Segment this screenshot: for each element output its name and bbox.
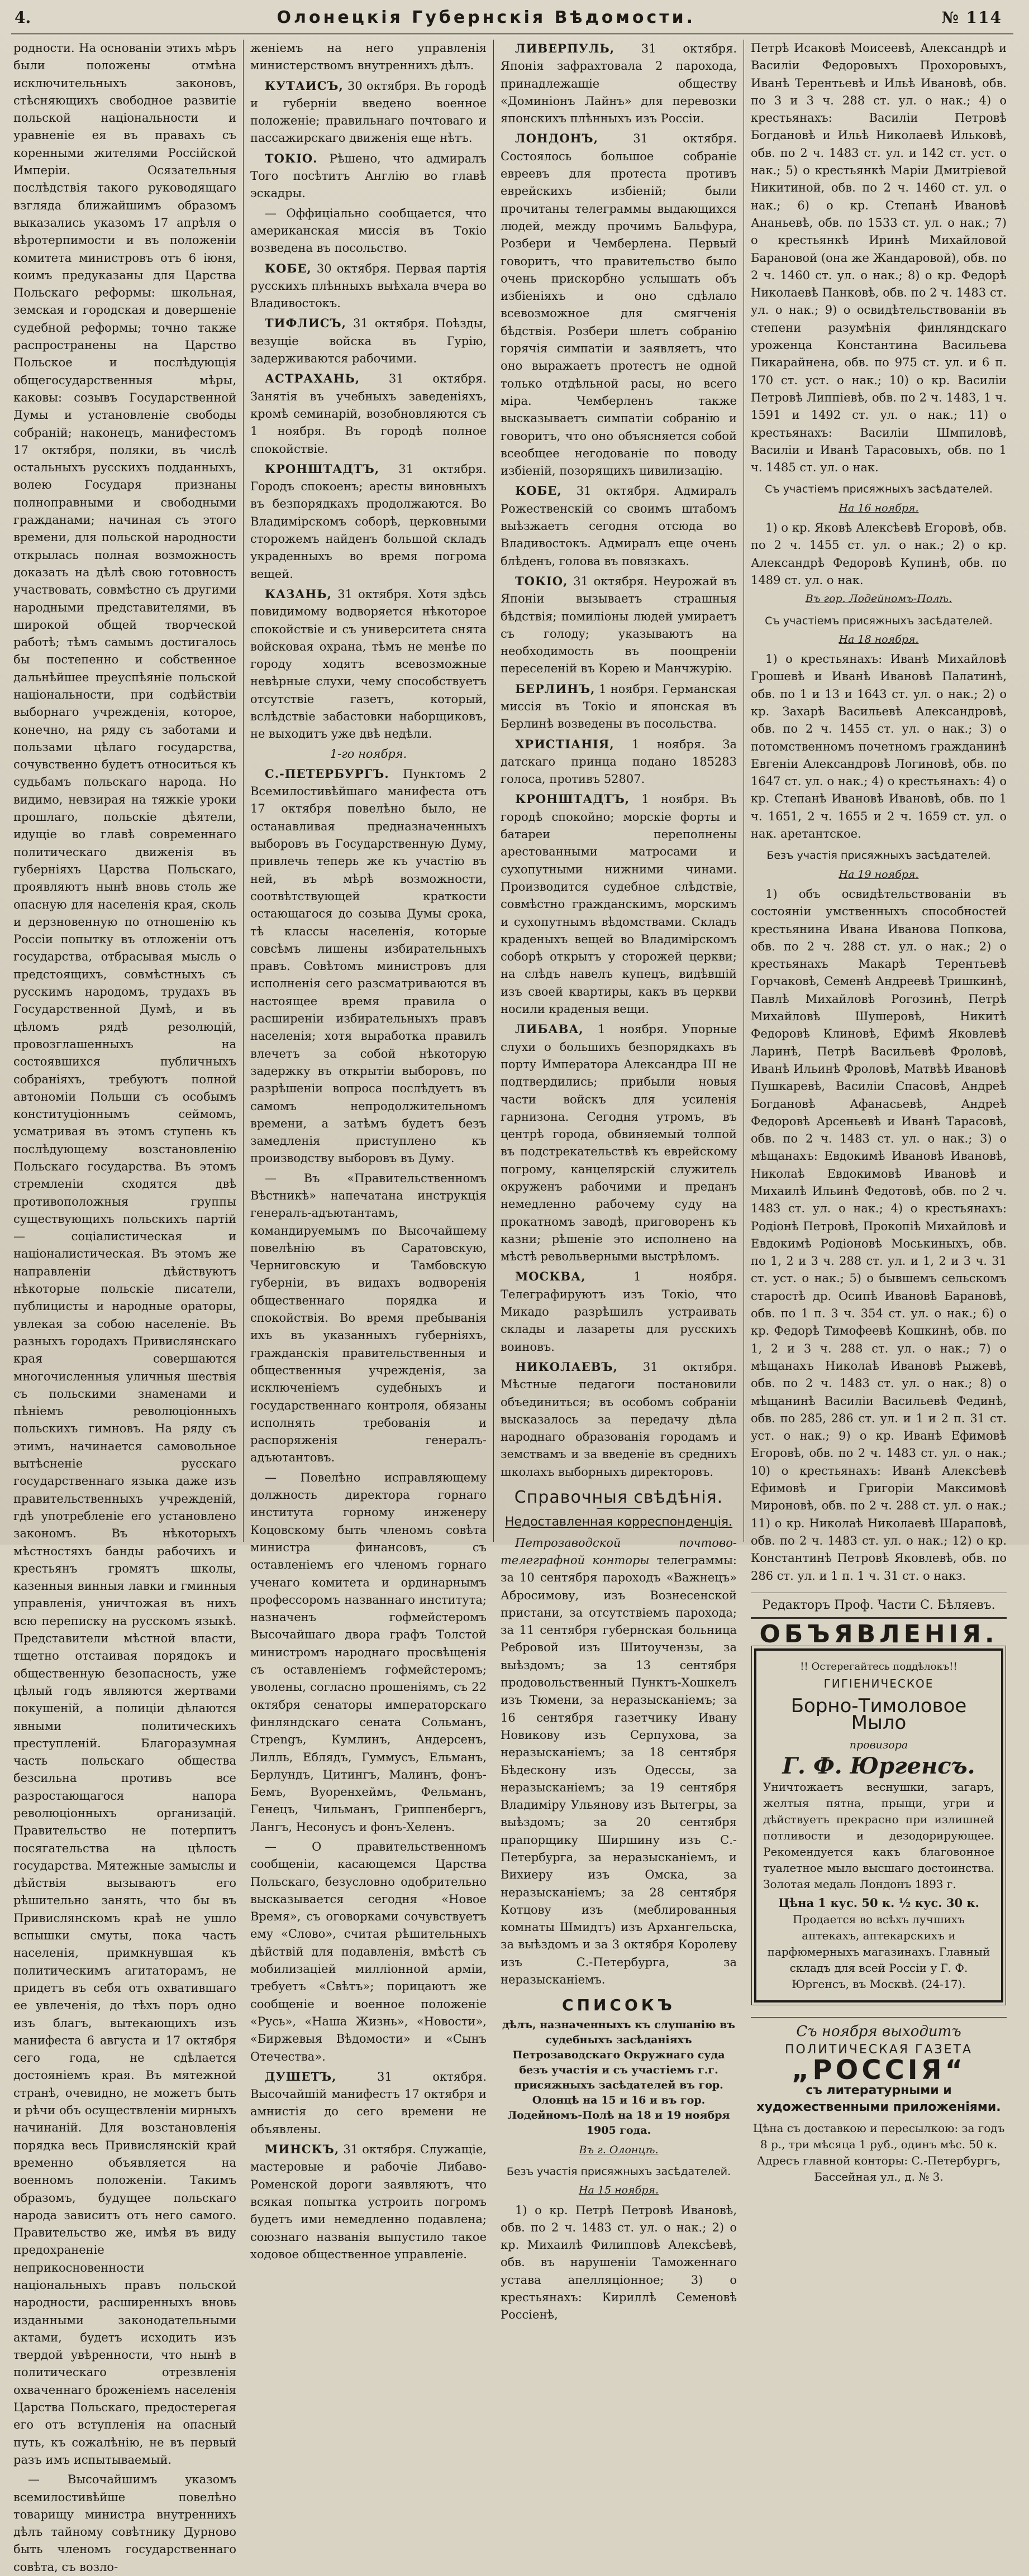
ad2-kicker: ПОЛИТИЧЕСКАЯ ГАЗЕТА [784,2042,973,2057]
telegram-city: ХРИСТІАНІЯ, [515,737,614,751]
telegram-text: 1 ноября. Телеграфируютъ изъ Токіо, что Микадо разрѣшилъ устраивать склады и лазареты для русскихъ воиновъ. [501,1270,737,1354]
article-paragraph: женіемъ на него управленія министерствомъ внутреннихъ дѣлъ. [250,41,487,73]
telegram-city: МИНСКЪ, [265,2142,340,2157]
case-list: 1) о кр. Яковѣ Алексѣевѣ Егоровѣ, обв. по 2 ч. 1455 ст. ул. о нак.; 2) о кр. Александрѣ Федоровѣ Купинѣ, обв. по 1489 ст. ул. о нак. [751,521,1007,587]
ad-provisor: провизора [849,1739,908,1752]
telegram-text: 31 октября. Японія зафрахтовала 2 парохода, принадлежащіе обществу «Доминіонъ Лайнъ» для перевозки японскихъ плѣнныхъ изъ Россіи. [501,42,737,126]
session-heading: Съ участіемъ присяжныхъ засѣдателей. [765,614,993,627]
telegram-item [501,130,737,480]
list-title: СПИСОКЪ [562,1996,675,2015]
ad-sale-info: Продается во всѣхъ лучшихъ аптекахъ, аптекарскихъ и парфюмерныхъ магазинахъ. Главный складъ для всей Россіи у Г. Ф. Юргенсъ, въ Москвѣ. (24-17). [767,1913,990,1991]
ad2-details: Цѣна съ доставкою и пересылкою: за годъ 8 р., три мѣсяца 1 руб., одинъ мѣс. 50 к. Адресъ главной конторы: С.-Петербургъ, Бассейная ул., д. № 3. [752,2121,1005,2184]
telegram-item [250,150,487,203]
telegram-item [501,680,737,733]
issue-number: № 114 [941,8,1002,27]
telegram-item [250,260,487,313]
telegram-item [501,1020,737,1265]
telegram-city: МОСКВА, [515,1269,586,1284]
telegram-text: 30 октября. Въ городѣ и губерніи введено военное положеніе; правильнаго почтоваго и пассажирскаго движенія еще нѣтъ. [250,79,487,145]
telegram-item [501,40,737,127]
telegram-city: ТОКІО, [515,573,568,588]
date-heading: На 18 ноября. [839,633,919,646]
announcements-heading: ОБЪЯВЛЕНІЯ. [759,1620,998,1649]
telegram-city: КОБЕ, [265,261,312,275]
page-number: 4. [15,8,31,27]
column-2 [244,40,494,2261]
date-heading: На 15 ноября. [578,2184,659,2197]
telegram-text: 31 октября. Занятія въ учебныхъ заведеніяхъ, кромѣ семинарій, возобновляются съ 1 ноября. Въ городѣ полное спокойствіе. [250,372,487,456]
columns [11,40,1013,2574]
date-heading: На 16 ноября. [839,501,919,514]
telegram-text: 31 октября. Высочайшій манифестъ 17 октября и амнистія до сего времени не объявлены. [250,2070,487,2136]
telegram-city: ТОКІО. [265,151,318,165]
article-paragraph: — Оффиціально сообщается, что американская миссія въ Токіо возведена въ посольство. [250,206,487,255]
ad-product-name: Борно-Тимоловое Мыло [790,1695,967,1734]
editor-line: Редакторъ Проф. Части С. Бѣляевъ. [751,1593,1007,1619]
telegram-city: ЛИБАВА, [515,1022,584,1036]
place-heading: Въ гор. Лодейномъ-Полѣ. [805,592,952,605]
date-heading: На 19 ноября. [839,868,919,881]
telegram-text: 31 октября. Поѣзды, везущіе войска въ Гурію, задерживаются рабочими. [250,317,487,366]
telegram-city: КРОНШТАДТЪ, [515,792,630,806]
divider [597,1508,641,1509]
soap-advertisement [754,1648,1003,2003]
telegram-text: 31 октября. Состоялось большое собраніе евреевъ для протеста противъ еврейскихъ избіеній; были прочитаны телеграммы выдающихся людей, между прочимъ Бальфура, Розбери и Чемберлена. Первый говоритъ, что правительство было очень прискорбно услышать объ избіеніяхъ и оно сдѣлало всевозможное для смягченія бѣдствія. Розбери шлетъ собранію горячія симпатіи и заявляетъ, что оно выражаетъ протестъ не одной только отдѣльной расы, но всего міра. Чемберленъ также высказываетъ симпатіи собранію и говоритъ, что оно объясняется собой всеобщее негодованіе по поводу избіеній, позорящихъ цивилизацію. [501,132,737,478]
telegram-text: 30 октября. Первая партія русскихъ плѣнныхъ выѣхала вчера во Владивостокъ. [250,261,487,310]
notice-text: телеграммы: за 10 сентября пароходъ «Важнецъ» Абросимову, изъ Вознесенской пристани, за отсутствіемъ парохода; за 11 сентября губернская больница Ребровой изъ Шитоучензы, за выѣздомъ; за 13 сентября продовольственный Пунктъ-Хошкелъ изъ Тюмени, за неразысканіемъ; за 16 сентября газетчику Ивану Новикову изъ Серпухова, за неразысканіемъ; за 18 сентября Бѣдескону изъ Одессы, за неразысканіемъ; за 19 сентября Владиміру Ульянову изъ Вытегры, за выѣздомъ; за 20 сентября прапорщику Ширшину изъ С.-Петербурга, за неразысканіемъ, и Вихиеру изъ Омска, за неразысканіемъ; за 28 сентября Котцову изъ (меблированныя комнаты Шмидтъ) изъ Архангельска, за выѣздомъ и за 3 октября Королеву изъ С.-Петербурга, за неразысканіемъ. [501,1553,737,1987]
telegram-city: ЛОНДОНЪ, [515,131,598,146]
case-list: Петрѣ Исаковѣ Моисеевѣ, Александрѣ и Василіи Федоровыхъ Прохоровыхъ, Иванѣ Терентьевѣ и Ильѣ Ивановѣ, обв. по 3 и 3 ч. 288 ст. ул. о нак.; 4) о крестьянахъ: Василіи Петровѣ Богдановѣ и Ильѣ Николаевѣ Ильковѣ, обв. по 2 ч. 1483 ст. ул. и 142 ст. уст. о нак.; 5) о крестьянкѣ Маріи Дмитріевой Никитиной, обв. по 2 ч. 1460 ст. ул. о нак.; 6) о кр. Степанѣ Ивановѣ Ананьевѣ, обв. по 1533 ст. ул. о нак.; 7) о крестьянкѣ Иринѣ Михайловой Барановой (она же Жандаровой), обв. по 2 ч. 1460 ст. ул. о нак.; 8) о кр. Федорѣ Николаевѣ Панковѣ, обв. по 2 ч. 1483 ст. ул. о нак.; 9) о освидѣтельствованіи въ степени разумѣнія финляндскаго уроженца Константина Васильева Пикарайнена, обв. по 975 ст. ул. и 6 п. 170 ст. уст. о нак.; 10) о кр. Василіи Петровѣ Липпіевѣ, обв. по 2 ч. 1483, 1 ч. 1591 и 1492 ст. ул. о нак.; 11) о крестьянахъ: Василіи Шмпиловѣ, Василіи и Иванѣ Тарасовыхъ, обв. по 1 ч. 1485 ст. ул. о нак. [751,41,1007,475]
article-paragraph: — Высочайшимъ указомъ всемилостивѣйше повелѣно товарищу министра внутреннихъ дѣлъ тайному совѣтнику Дурново быть членомъ государственнаго совѣта, съ возло- [13,2473,236,2574]
telegram-item [501,1268,737,1355]
telegram-city: КАЗАНЬ, [265,586,332,601]
ad-warning: !! Остерегайтесь поддѣлокъ!! [800,1661,957,1673]
telegram-city: ДУШЕТЪ, [265,2069,337,2083]
telegram-text: 1 ноября. За датскаго принца подано 185283 голоса, противъ 52807. [501,737,737,786]
session-heading: Съ участіемъ присяжныхъ засѣдателей. [765,483,993,496]
telegram-item [250,460,487,583]
case-list: 1) о кр. Петрѣ Петровѣ Ивановѣ, обв. по 2 ч. 1483 ст. ул. о нак.; 2) о кр. Михаилѣ Филипповѣ Алексѣевѣ, обв. въ нарушеніи Таможеннаго устава апелляціонное; 3) о крестьянахъ: Кириллѣ Семеновѣ Россіенѣ, [501,2203,737,2322]
office-name: Петрозаводской почтово-телеграфной конторы [501,1536,737,1567]
telegram-text: Рѣшено, что адмиралъ Того посѣтитъ Англію во главѣ эскадры. [250,151,487,200]
case-list: 1) о крестьянахъ: Иванѣ Михайловѣ Грошевѣ и Иванѣ Ивановѣ Палатинѣ, обв. по 1 и 13 и 1643 ст. ул. о нак.; 2) о кр. Захарѣ Васильевѣ Александровѣ, обв. по 2 ч. 1455 ст. ул. о нак.; 3) о потомственномъ почетномъ гражданинѣ Евгеніи Александровѣ Логиновѣ, обв. по 1647 ст. ул. о нак.; 4) о крестьянахъ: 4) о кр. Степанѣ Ивановѣ Ивановѣ, обв. по 1 ч. 1651, 2 ч. 1655 и 2 ч. 1659 ст. ул. о нак. аретантское. [751,652,1007,841]
column-1 [11,40,244,2574]
telegram-text: 1 ноября. Германская миссія въ Токіо и японская въ Берлинѣ возведены въ посольства. [501,682,737,731]
article-paragraph: — Въ «Правительственномъ Вѣстникѣ» напечатана инструкція генералъ-адъютантамъ, командируемымъ по Высочайшему повелѣнію въ Саратовскую, Черниговскую и Тамбовскую губерніи, въ видахъ водворенія общественнаго порядка и спокойствія. Во время пребыванія ихъ въ указанныхъ губерніяхъ, гражданскія правительственныя и общественныя учрежденія, за исключеніемъ судебныхъ и государственнаго контроля, обязаны исполнять требованія и распоряженія генералъ-адъютантовъ. [250,1171,487,1465]
telegram-item [250,77,487,147]
telegram-text: 31 октября. Хотя здѣсь повидимому водворяется нѣкоторое спокойствіе и съ университета снята войсковая охрана, тѣмъ не менѣе по городу ходятъ всевозможные невѣрные слухи, чему способствуетъ отсутствіе газетъ, который, вслѣдствіе забастовки наборщиковъ, не выходитъ уже двѣ недѣли. [250,587,487,741]
telegram-text: 31 октября. Неурожай въ Японіи вызываетъ страшныя бѣдствія; помиліоны людей умираетъ съ голоду; указываютъ на необходимость въ поощреніи переселеній въ Корею и Манчжурію. [501,574,737,676]
masthead [11,8,1013,35]
column-3 [494,40,744,2322]
telegram-item [501,735,737,788]
newspaper-title: Олонецкія Губернскія Вѣдомости. [277,8,696,27]
case-list: 1) объ освидѣтельствованіи въ состояніи умственныхъ способностей крестьянина Ивана Иванова Попкова, обв. по 2 ч. 288 ст. ул. о нак.; 2) о крестьянахъ Макарѣ Терентьевѣ Горчаковѣ, Семенѣ Андреевѣ Тришкинѣ, Павлѣ Михайловѣ Рогозинѣ, Петрѣ Михайловѣ Шушеровѣ, Никитѣ Федоровѣ Клиновѣ, Ефимѣ Яковлевѣ Ларинѣ, Петрѣ Васильевѣ Фроловѣ, Иванѣ Ильинѣ Фроловѣ, Матвѣѣ Ивановѣ Пушкаревѣ, Василіи Спасовѣ, Андреѣ Богдановѣ Афанасьевѣ, Андреѣ Федоровѣ Арсеньевѣ и Иванѣ Тарасовѣ, обв. по 2 ч. 1483 ст. ул. о нак.; 3) о мѣщанахъ: Евдокимѣ Ивановѣ Ивановѣ, Николаѣ Евдокимовѣ Ивановѣ и Михаилѣ Ильинѣ Федотовѣ, обв. по 2 ч. 1483 ст. ул. о нак.; 4) о крестьянахъ: Родіонѣ Петровѣ, Прокопіѣ Михайловѣ и Евдокимѣ Родіоновѣ Моськиныхъ, обв. по 1, 2 и 3 ч. 288 ст. ул. и 1, 2 и 3 ч. 31 ст. уст. о нак.; 5) о бывшемъ сельскомъ старостѣ др. Осипѣ Ивановѣ Барановѣ, обв. по 1 п. 3 ч. 354 ст. ул. о нак.; 6) о кр. Федорѣ Тимофеевѣ Кошкинѣ, обв. по 1, 2 и 3 ч. 288 ст. ул. о нак.; 7) о мѣщанахъ Николаѣ Ивановѣ Рыжевѣ, обв. по 2 ч. 1483 ст. ул. о нак.; 8) о мѣщанинѣ Василіи Васильевѣ Фединѣ, обв. по 285, 286 ст. ул. и 1 и 2 п. 31 ст. уст. о нак.; 9) о кр. Иванѣ Ефимовѣ Егоровѣ, обв. по 2 ч. 1483 ст. ул. о нак.; 10) о крестьянахъ: Иванѣ Алексѣевѣ Ефимовѣ и Григоріи Максимовѣ Мироновѣ, обв. по 2 ч. 288 ст. ул. о нак.; 11) о кр. Николаѣ Николаевѣ Шараповѣ, обв. по 2 ч. 1483 ст. ул. о нак.; 12) о кр. Константинѣ Петровѣ Яковлевѣ, обв. по 286 ст. ул. и 1 п. 1 ч. 31 ст. о накз. [751,887,1007,1583]
telegram-text: 31 октября. Адмиралъ Рожественскій со своимъ штабомъ выѣзжаетъ сегодня отсюда во Владивостокъ. Адмиралъ еще очень блѣденъ, голова въ повязкахъ. [501,484,737,568]
telegram-item [250,370,487,457]
telegram-item [250,765,487,1168]
ad2-title: „РОССІЯ“ [791,2054,966,2086]
place-heading: Въ г. Олонцѣ. [579,2143,659,2156]
telegram-item [501,572,737,678]
telegram-item [250,585,487,743]
telegram-text: Пунктомъ 2 Всемилостивѣйшаго манифеста отъ 17 октября повелѣно было, не останавливая предназначенныхъ выборовъ въ Государственную Думу, привлечь теперь же къ участію въ ней, въ мѣрѣ возможности, соотвѣтствующей краткости остающагося до созыва Думы срока, тѣ классы населенія, которые совсѣмъ лишены избирательныхъ правъ. Совѣтомъ министровъ для исполненія сего разсматриваются въ настоящее время правила о расширеніи избирательныхъ правъ населенія; хотя выработка правилъ влечетъ за собой нѣкоторую задержку въ открытіи выборовъ, по разрѣшеніи вопроса послѣдуетъ въ самомъ непродолжительномъ времени, а затѣмъ будетъ безъ замедленія приступлено къ производству выборовъ въ Думу. [250,767,487,1165]
ad-body: Уничтожаетъ веснушки, загаръ, желтыя пятна, прыщи, угри и дѣйствуетъ прекрасно при излишней потливости и дезодорирующее. Рекомендуется какъ благовонное туалетное мыло высшаго достоинства. Золотая медаль Лондонъ 1893 г. [763,1780,994,1891]
article-paragraph: родности. На основаніи этихъ мѣръ были положены отмѣна исключительныхъ законовъ, стѣсняющихъ свободное развитіе польской національности и уравненіе ея въ правахъ съ коренными жителями Россійской Имперіи. Осязательныя послѣдствія такого руководящаго взгляда ближайшимъ образомъ выказались указомъ 17 апрѣля о вѣротерпимости и въ положеніи комитета министровъ отъ 6 іюня, коимъ предуказаны для Царства Польскаго реформы: школьная, земская и городская и довершеніе судебной реформы; точно также распространены на Царство Польское и послѣдующія общегосударственныя мѣры, каковы: созывъ Государственной Думы и установленіе свободы собраній; наконецъ, манифестомъ 17 октября, поляки, въ числѣ остальныхъ русскихъ подданныхъ, волею Государя признаны полноправными и свободными гражданами; начиная съ этого времени, для польской народности открылась полная возможность доказать на дѣлѣ свою готовность участвовать, совмѣстно съ другими народными представителями, въ широкой общей творческой работѣ; тѣмъ самымъ достигалось бы постепенно и собственное дальнѣйшее преуспѣяніе польской національности, при содѣйствіи выборнаго учрежденія, которое, конечно, на ряду съ заботами и пользами цѣлаго государства, сочувственно будетъ относиться къ судьбамъ польскаго народа. Но видимо, невзирая на тяжкіе уроки прошлаго, польскіе дѣятели, идущіе во главѣ современнаго политическаго движенія въ губерніяхъ Царства Польскаго, проявляютъ нынѣ вновь столь же опасную для населенія края, сколь и дерзновенную по отношенію къ Россіи попытку въ отложеніи отъ государства, отбрасывая мысль о предстоящихъ, совмѣстныхъ съ русскимъ народомъ, трудахъ въ Государственной Думѣ, и въ цѣломъ рядѣ резолюцій, провозглашенныхъ на состоявшихся публичныхъ собраніяхъ, требуютъ полной автономіи Польши съ особымъ конституціоннымъ сеймомъ, усматривая въ этомъ ступень къ послѣдующему возстановленію Польскаго государства. Въ этомъ стремленіи сходятся двѣ противоположныя группы существующихъ польскихъ партій — соціалистическая и націоналистическая. Въ этомъ же направленіи дѣйствуютъ нѣкоторые польскіе писатели, публицисты и народные ораторы, увлекая за собою населеніе. Въ разныхъ городахъ Привислянскаго края совершаются многочисленныя уличныя шествія съ польскими знаменами и пѣніемъ революціонныхъ польскихъ гимновъ. На ряду съ этимъ, начинается самовольное вытѣсненіе русскаго государственнаго языка даже изъ правительственныхъ учрежденій, гдѣ употребленіе его установлено закономъ. Въ нѣкоторыхъ мѣстностяхъ банды рабочихъ и крестьянъ громятъ школы, казенныя винныя лавки и гминныя управленія, уничтожая въ нихъ всю переписку на русскомъ языкѣ. Представители мѣстной власти, тщетно отстаивая порядокъ и общественную безопасность, уже цѣлый годъ являются жертвами покушеній, а полиціи дѣлаются явными политическихъ преступленій. Благоразумная часть польскаго общества безсильна противъ все разростающагося напора революціонныхъ организацій. Правительство не потерпитъ посягательства на цѣлость государства. Мятежные замыслы и дѣйствія вызываютъ его рѣшительно занять, что бы въ Привислянскомъ краѣ не ушло вспышки смуты, пока часть населенія, примкнувшая къ политическимъ агитаторамъ, не придетъ въ себя отъ охватившаго ее увлеченія, до тѣхъ поръ одно изъ благъ, вытекающихъ изъ манифеста 6 августа и 17 октября сего года, не сдѣлается достояніемъ края. Въ мятежной странѣ, очевидно, не можетъ быть и рѣчи объ осуществленіи мирныхъ начинаній. Для возстановленія порядка весь Привислянскій край временно объявляется на военномъ положеніи. Такимъ образомъ, будущее польскаго народа зависитъ отъ него самого. Правительство же, имѣя въ виду предохраненіе неприкосновенности національныхъ правъ польской народности, расширенныхъ вновь изданными законодательными актами, будетъ исходить изъ твердой увѣренности, что нынѣ в политическаго отрезвленія охваченнаго броженіемъ населенія Царства Польскаго, предостерегая его отъ вступленія на опасный путь, къ сожалѣнію, не въ первый разъ имъ испытываемый. [13,41,236,2467]
telegram-text: 1 ноября. Упорные слухи о большихъ безпорядкахъ въ порту Императора Александра III не подтвердились; прибыли новыя части войскъ для усиленія гарнизона. Сегодня утромъ, въ центрѣ города, обвиняемый толпой въ подстрекательствѣ къ еврейскому погрому, канцелярскій служитель окруженъ рабочими и преданъ немедленно рабочему суду на прокатномъ заводѣ, приговоренъ къ казни; рѣшеніе это исполнено на мѣстѣ револьверными выстрѣломъ. [501,1022,737,1264]
telegram-text: 1 ноября. Въ городѣ спокойно; морскіе форты и батареи переполнены арестованными матросами и сухопутными нижними чинами. Производится судебное слѣдствіе, совмѣстно гражданскимъ, морскимъ и сухопутнымъ вѣдомствами. Складъ краденыхъ вещей во Владимірскомъ соборѣ открытъ у сторожей церкви; на слѣдъ навелъ купецъ, видѣвшій изъ своей квартиры, какъ въ церкви носили краденыя вещи. [501,792,737,1016]
telegram-city: КРОНШТАДТЪ, [265,461,380,476]
telegram-text: 31 октября. Служащіе, мастеровые и рабочіе Либаво-Роменской дороги заявляютъ, что всякая попытка устроить погромъ будетъ ими немедленно подавлена; союзнаго названія выпустило такое ходовое общественное управленіе. [250,2143,487,2261]
telegram-item [501,1358,737,1481]
telegram-text: 31 октября. Городъ спокоенъ; аресты виновныхъ въ безпорядкахъ продолжаются. Во Владимірскомъ соборѣ, церковными сторожемъ найденъ большой складъ украденныхъ во время погрома вещей. [250,462,487,581]
article-paragraph: — Повелѣно исправляющему должность директора горнаго института горному инженеру Коцовскому быть членомъ совѣта министра финансовъ, съ оставленіемъ его членомъ горнаго ученаго комитета и ординарнымъ профессоромъ названнаго института; назначенъ гофмейстеромъ Высочайшаго двора графъ Толстой министромъ народнаго просвѣщенія съ оставленіемъ гофмейстеромъ; уволены, согласно прошеніямъ, съ 22 октября сенаторы императорскаго финляндскаго сената Сольманъ, Стрengъ, Кумлинъ, Андерсенъ, Лилль, Еблядъ, Гуммусъ, Ельманъ, Берлундъ, Цитингъ, Малинъ, фонъ-Бемъ, Вуоренхеймъ, Фельманъ, Генецъ, Чильманъ, Гриппенбергъ, Лангъ, Несонусъ и фонъ-Хеленъ. [250,1470,487,1834]
section-subtitle: Недоставленная корреспонденція. [504,1515,733,1530]
telegram-city: КУТАИСЪ, [265,78,344,93]
telegram-text: 31 октября. Мѣстные педагоги постановили объединиться; въ особомъ собраніи высказалось за передачу дѣла народнаго образованія городамъ и земствамъ и за введеніе въ среднихъ школахъ выборныхъ директоровъ. [501,1360,737,1479]
telegram-item [501,482,737,570]
telegram-item [501,790,737,1018]
ad-kicker: ГИГІЕНИЧЕСКОЕ [823,1677,934,1691]
telegram-city: ТИФЛИСЪ, [265,316,346,331]
telegram-city: АСТРАХАНЬ, [265,371,360,386]
ad-price: Цѣна 1 кус. 50 к. ½ кус. 30 к. [778,1896,979,1910]
dateline: 1-го ноября. [330,747,407,761]
newspaper-advertisement [751,2017,1007,2185]
telegram-item [250,314,487,367]
telegram-city: ЛИВЕРПУЛЬ, [515,41,615,55]
ad2-subtitle: съ литературными и художественными приложеніями. [756,2083,1001,2115]
telegram-city: КОБЕ, [515,484,562,498]
ad-brand: Г. Ф. Юргенсъ. [782,1753,975,1780]
column-4 [744,40,1013,2184]
telegram-item [250,2068,487,2138]
telegram-city: БЕРЛИНЪ, [515,681,596,696]
telegram-item [250,2140,487,2263]
ad2-intro: Съ ноября выходитъ [796,2023,961,2040]
session-heading: Безъ участія присяжныхъ засѣдателей. [506,2165,731,2178]
telegram-city: С.-ПЕТЕРБУРГЪ. [265,766,389,781]
article-paragraph: — О правительственномъ сообщеніи, касающемся Царства Польскаго, безусловно одобрительно высказывается сегодня «Новое Время», съ оговорками сочувствуетъ ему «Слово», считая рѣшительныхъ дѣйствій для подавленія, вмѣстѣ съ мобилизаціей милліонной арміи, требуетъ «Свѣтъ»; порицаютъ же сообщеніе и военное положеніе «Русь», «Наша Жизнь», «Новости», «Биржевыя Вѣдомости» и «Сынъ Отечества». [250,1839,487,2063]
session-heading: Безъ участія присяжныхъ засѣдателей. [766,849,991,862]
telegram-city: НИКОЛАЕВЪ, [515,1359,618,1374]
section-title: Справочныя свѣдѣнія. [514,1488,723,1508]
list-subtitle: дѣлъ, назначенныхъ къ слушанію въ судебныхъ засѣданіяхъ Петрозаводскаго Окружнаго суда безъ участія и съ участіемъ г.г. присяжныхъ засѣдателей въ гор. Олонцѣ на 15 и 16 и въ гор. Лодейномъ-Полѣ на 18 и 19 ноября 1905 года. [502,2018,735,2137]
